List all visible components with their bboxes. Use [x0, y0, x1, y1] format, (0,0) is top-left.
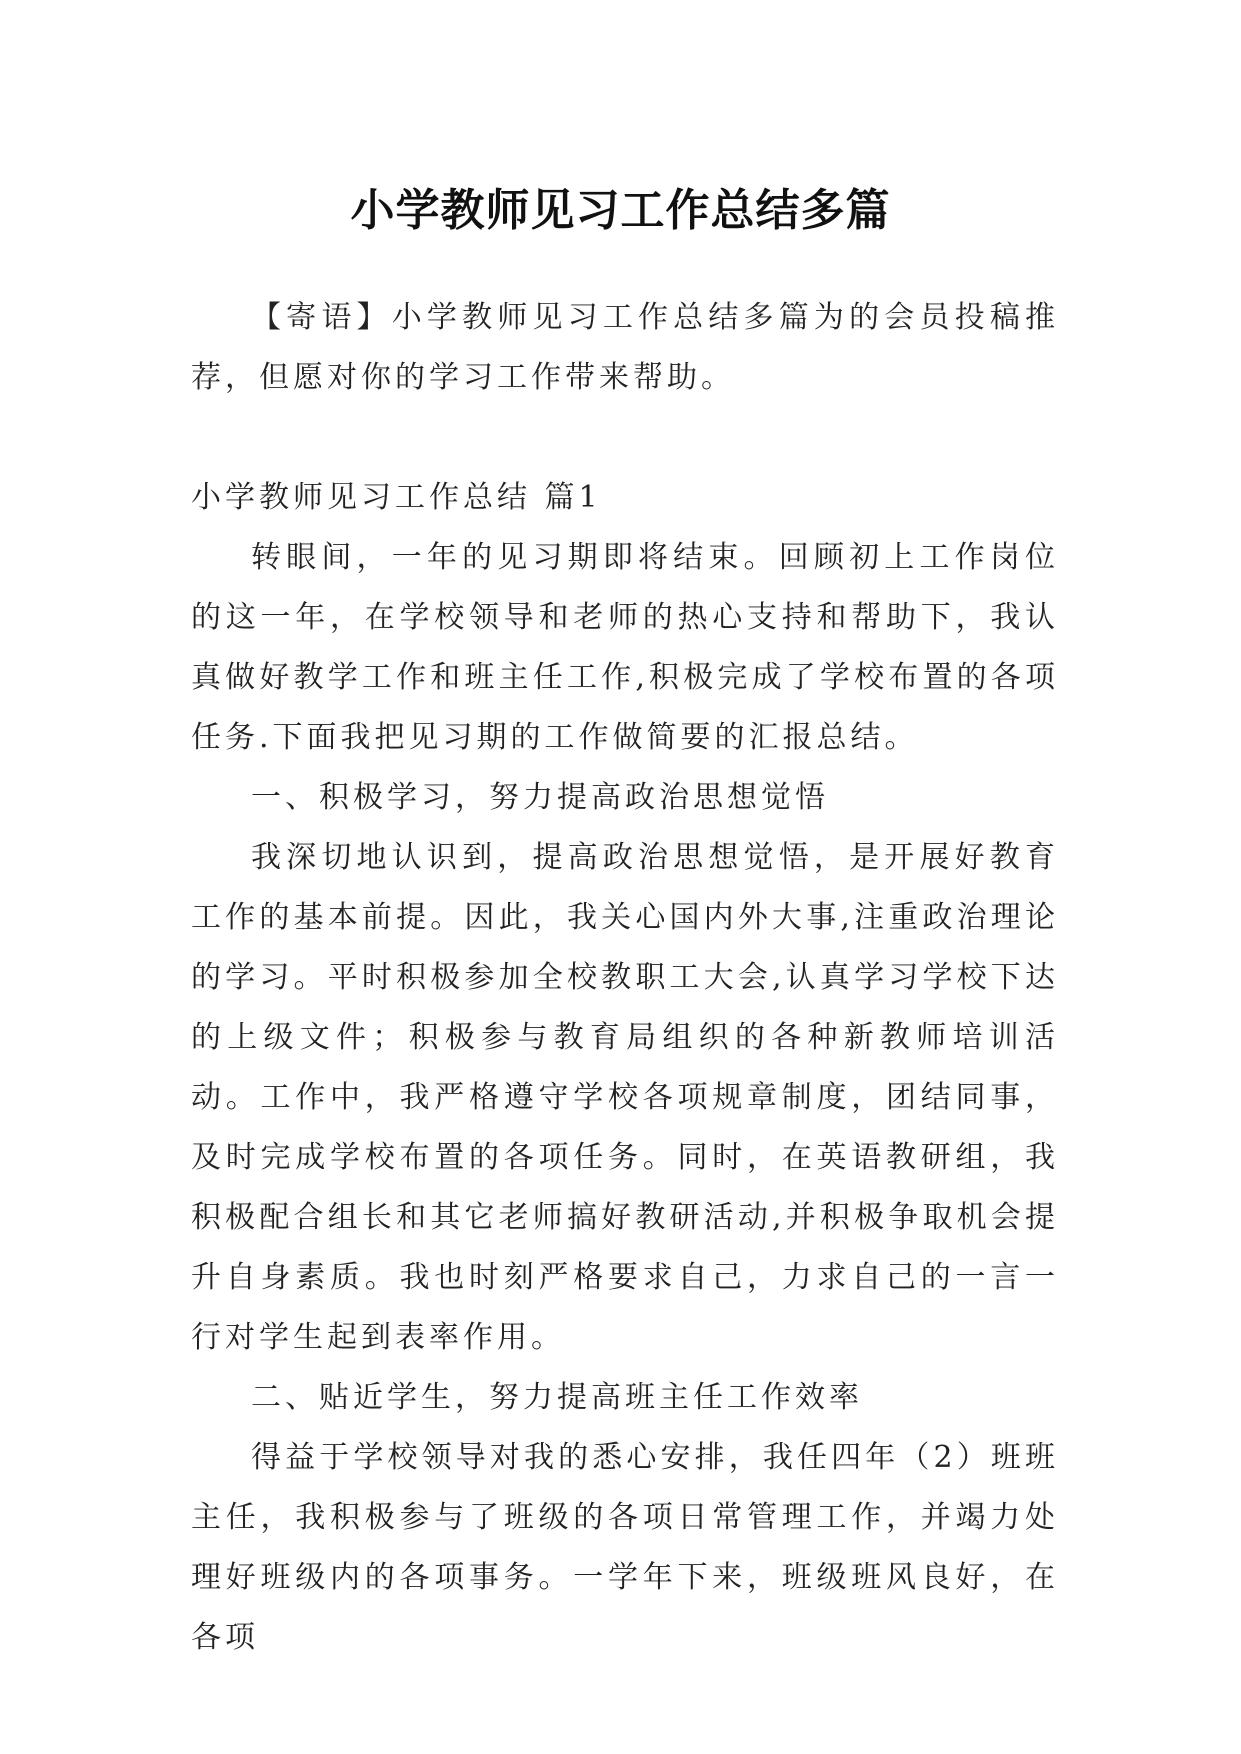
- intro-paragraph: 【寄语】小学教师见习工作总结多篇为的会员投稿推荐，但愿对你的学习工作带来帮助。: [191, 300, 1059, 395]
- paragraph-2: 我深切地认识到，提高政治思想觉悟，是开展好教育工作的基本前提。因此，我关心国内外大事,注重政治理论的学习。平时积极参加全校教职工大会,认真学习学校下达的上级文件；积极参与教育局组织的各种新教师培训活动。工作中，我严格遵守学校各项规章制度，团结同事，及时完成学校布置的各项任务。同时，在英语教研组，我积极配合组长和其它老师搞好教研活动,并积极争取机会提升自身素质。我也时刻严格要求自己，力求自己的一言一行对学生起到表率作用。: [191, 840, 1059, 1355]
- document-body: [191, 288, 1059, 1668]
- section-heading: 小学教师见习工作总结 篇1: [191, 480, 602, 515]
- document-title: 小学教师见习工作总结多篇: [350, 185, 891, 237]
- paragraph-1: 转眼间，一年的见习期即将结束。回顾初上工作岗位的这一年，在学校领导和老师的热心支持和帮助下，我认真做好教学工作和班主任工作,积极完成了学校布置的各项任务.下面我把见习期的工作做简要的汇报总结。: [191, 540, 1059, 755]
- subheading-1: 一、积极学习，努力提高政治思想觉悟: [251, 780, 829, 815]
- subheading-2: 二、贴近学生，努力提高班主任工作效率: [251, 1380, 863, 1415]
- paragraph-3: 得益于学校领导对我的悉心安排，我任四年（2）班班主任，我积极参与了班级的各项日常管理工作，并竭力处理好班级内的各项事务。一学年下来，班级班风良好，在各项: [191, 1440, 1059, 1655]
